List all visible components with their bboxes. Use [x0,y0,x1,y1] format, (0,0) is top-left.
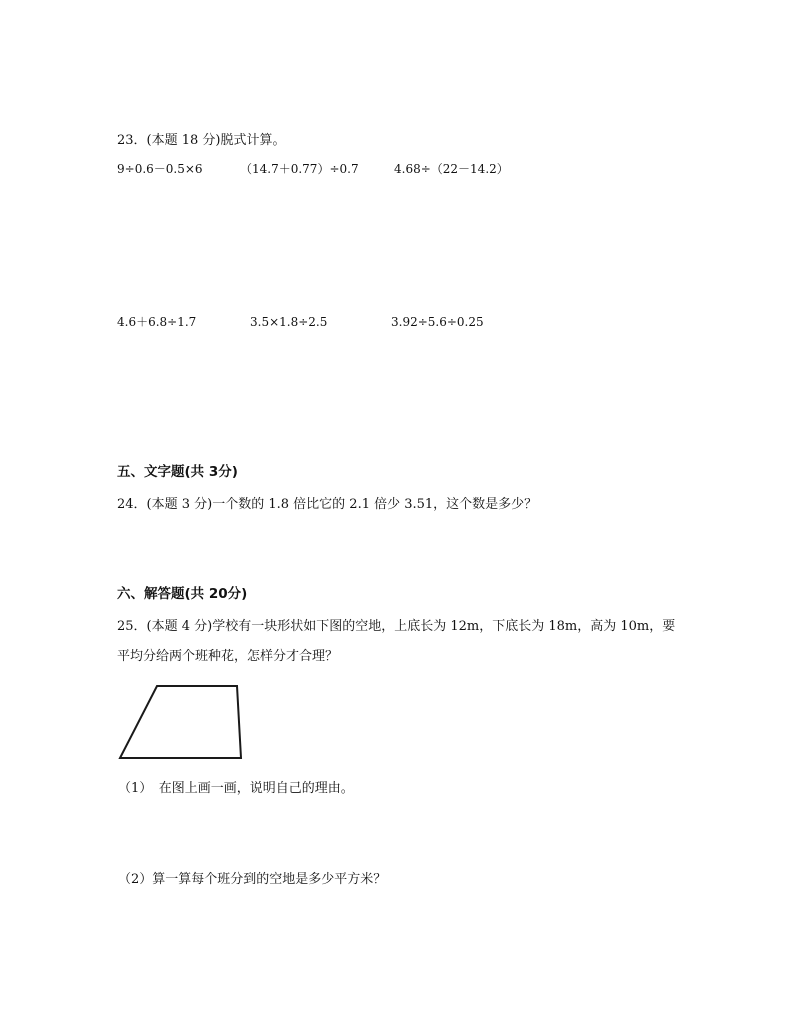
q23-expression-4: 4.6＋6.8÷1.7 [117,315,197,329]
trapezoid-shape [120,686,241,758]
section-6-heading: 六、解答题(共 20分) [117,586,248,602]
q23-expression-1: 9÷0.6－0.5×6 [117,162,203,176]
section-5-heading: 五、文字题(共 3分) [117,464,238,480]
q23-expression-5: 3.5×1.8÷2.5 [250,315,328,329]
q23-expression-2: （14.7＋0.77）÷0.7 [240,162,359,176]
q25-sub-question-1: （1） 在图上画一画，说明自己的理由。 [118,781,354,796]
q23-title: 23．(本题 18 分)脱式计算。 [117,133,286,148]
q25-text-line-2: 平均分给两个班种花，怎样分才合理？ [117,649,339,664]
q23-expression-6: 3.92÷5.6÷0.25 [391,315,484,329]
q24-text: 24．(本题 3 分)一个数的 1.8 倍比它的 2.1 倍少 3.51，这个数是多少？ [117,497,538,512]
q23-expression-3: 4.68÷（22－14.2） [394,162,509,176]
q25-sub-question-2: （2）算一算每个班分到的空地是多少平方米？ [118,872,387,887]
q25-text-line-1: 25．(本题 4 分)学校有一块形状如下图的空地，上底长为 12m，下底长为 18m，高为 10m，要 [117,619,676,634]
trapezoid-figure [114,682,250,762]
